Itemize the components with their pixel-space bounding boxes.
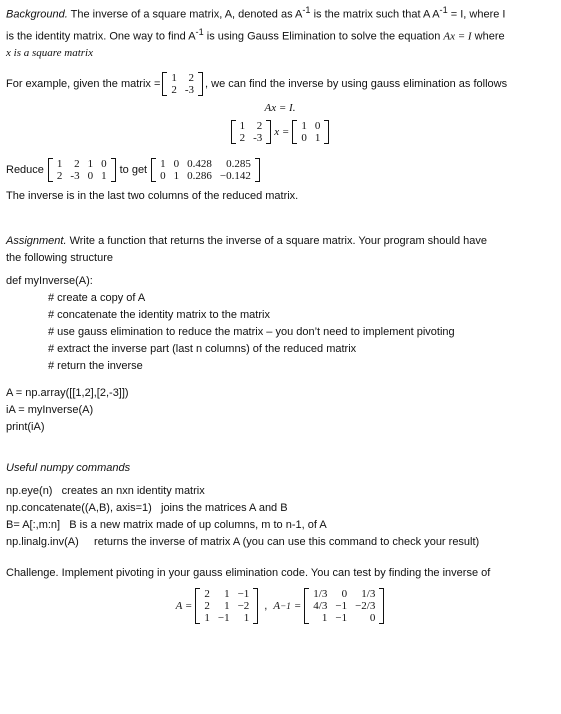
matrix-row: [309, 612, 379, 624]
matrix-cell: −2/3: [355, 600, 376, 613]
code-comment: # return the inverse: [48, 360, 143, 373]
reduce-line: Reduce 1 2 1 0 2 -3 0 1 to get 1 0 0.428 0.285 0 1 0.286 −0.142: [6, 158, 554, 182]
code-comment: # use gauss elimination to reduce the matrix – you don’t need to implement pivoting: [48, 326, 455, 339]
usage-line: A = np.array([[1,2],[2,-3]]): [6, 387, 129, 400]
matrix-cell: 1: [173, 170, 180, 183]
usage-line: print(iA): [6, 421, 45, 434]
matrix-cell: 1: [101, 170, 107, 183]
matrix-cell: 2: [204, 600, 210, 613]
code-comment: # concatenate the identity matrix to the matrix: [48, 309, 270, 322]
matrix-cell: -3: [253, 132, 263, 145]
usage-block: [6, 385, 554, 436]
matrix-row: [53, 170, 111, 182]
matrix-cell: −1: [335, 612, 348, 625]
background-label: Background.: [6, 8, 68, 21]
matrix-cell: 1/3: [361, 588, 376, 601]
matrix-row: [297, 132, 324, 144]
background-line-1: Background. The inverse of a square matrix, A, denoted as $A^{-1}$ is the matrix such that A $A^{-1} = I$, where I: [6, 5, 506, 21]
matrix-row: [156, 170, 255, 182]
matrix-row: [200, 612, 253, 624]
matrix-cell: 1: [314, 132, 321, 145]
augmented-matrix: [48, 158, 116, 182]
challenge-matrix-inverse: [304, 588, 384, 624]
code-comment: # extract the inverse part (last n columns) of the reduced matrix: [48, 343, 357, 356]
matrix-cell: 0: [301, 132, 307, 145]
matrix-cell: 0: [87, 170, 94, 183]
matrix-cell: 0.285: [226, 158, 251, 171]
matrix-cell: 0.286: [187, 170, 212, 183]
numpy-item: np.linalg.inv(A) returns the inverse of matrix A (you can use this command to check your result): [6, 536, 480, 549]
code-comment: # create a copy of A: [48, 292, 146, 305]
matrix-cell: 2: [256, 120, 263, 133]
assignment-line-1: Assignment. Write a function that returns the inverse of a square matrix. Your program should have: [6, 235, 487, 248]
matrix-cell: 2: [239, 132, 246, 145]
matrix-cell: 2: [171, 84, 177, 97]
matrix-cell: 1: [160, 158, 166, 171]
matrix-cell: 1: [321, 612, 328, 625]
usage-line: iA = myInverse(A): [6, 404, 94, 417]
equation-ax-i: Ax = I.: [264, 102, 296, 115]
code-def: def myInverse(A):: [6, 275, 93, 288]
code-block: [6, 273, 554, 375]
matrix-cell: −2: [237, 600, 250, 613]
matrix-equation: 1 2 2 -3 x = 1 0 0 1: [6, 120, 554, 144]
matrix-cell: 1: [224, 588, 230, 601]
matrix-cell: 0: [369, 612, 376, 625]
numpy-item: np.concatenate((A,B), axis=1) joins the matrices A and B: [6, 502, 288, 515]
matrix-cell: 1: [224, 600, 230, 613]
matrix-cell: 4/3: [313, 600, 328, 613]
matrix-cell: 0: [314, 120, 321, 133]
matrix-cell: 1: [243, 612, 250, 625]
matrix-row: [200, 600, 253, 612]
numpy-item: B= A[:,m:n] B is a new matrix made of up columns, m to n-1, of A: [6, 519, 327, 532]
example-matrix: [162, 72, 203, 96]
matrix-cell: −1: [237, 588, 250, 601]
example-line: For example, given the matrix = 1 2 2 -3 , we can find the inverse by using gauss elimination as follows: [6, 72, 508, 97]
matrix-cell: -3: [184, 84, 195, 97]
matrix-cell: −1: [335, 600, 348, 613]
identity-matrix: [292, 120, 329, 144]
numpy-list: [6, 483, 554, 551]
matrix-cell: 2: [56, 170, 63, 183]
matrix-row: [200, 588, 253, 600]
matrix-row: [309, 588, 379, 600]
matrix-cell: 0: [101, 158, 107, 171]
matrix-cell: 0.428: [187, 158, 212, 171]
assignment-line-2: the following structure: [6, 252, 113, 265]
background-line-2: is the identity matrix. One way to find $A^{-1}$ is using Gauss Elimination to solve the equation Ax = I where: [6, 26, 505, 43]
matrix-cell: 1: [87, 158, 94, 171]
challenge-text: Challenge. Implement pivoting in your gauss elimination code. You can test by finding the inverse of: [6, 567, 491, 580]
challenge-matrix-a: [195, 588, 258, 624]
matrix-cell: -3: [70, 170, 80, 183]
matrix-row: [167, 72, 198, 84]
matrix-cell: 0: [173, 158, 180, 171]
matrix-row: [156, 158, 255, 170]
reduced-matrix: [151, 158, 260, 182]
matrix-row: [167, 84, 198, 96]
matrix-cell: 1: [239, 120, 246, 133]
matrix-a: [231, 120, 272, 144]
matrix-cell: 0: [341, 588, 348, 601]
matrix-cell: 1: [204, 612, 210, 625]
matrix-row: [309, 600, 379, 612]
matrix-cell: 0: [160, 170, 166, 183]
matrix-cell: 2: [74, 158, 80, 171]
matrix-cell: 1/3: [313, 588, 328, 601]
matrix-cell: 1: [171, 72, 177, 85]
matrix-row: [297, 120, 324, 132]
numpy-item: np.eye(n) creates an nxn identity matrix: [6, 485, 205, 498]
matrix-cell: 1: [301, 120, 307, 133]
matrix-row: [236, 120, 267, 132]
background-line-3: x is a square matrix: [6, 47, 93, 60]
matrix-cell: 2: [204, 588, 210, 601]
challenge-matrices: A = 2 1 −1 2 1 −2 1 −1 1 , A −1 = 1/3 0 1/3 4/3 −1 −2/3 1 −1 0: [6, 588, 554, 624]
matrix-cell: −0.142: [219, 170, 251, 183]
matrix-row: [236, 132, 267, 144]
matrix-cell: 1: [56, 158, 63, 171]
inverse-note: The inverse is in the last two columns of the reduced matrix.: [6, 190, 299, 203]
numpy-title: Useful numpy commands: [6, 462, 131, 475]
document-page: [6, 2, 554, 624]
matrix-cell: −1: [217, 612, 230, 625]
matrix-cell: 2: [188, 72, 195, 85]
matrix-row: [53, 158, 111, 170]
